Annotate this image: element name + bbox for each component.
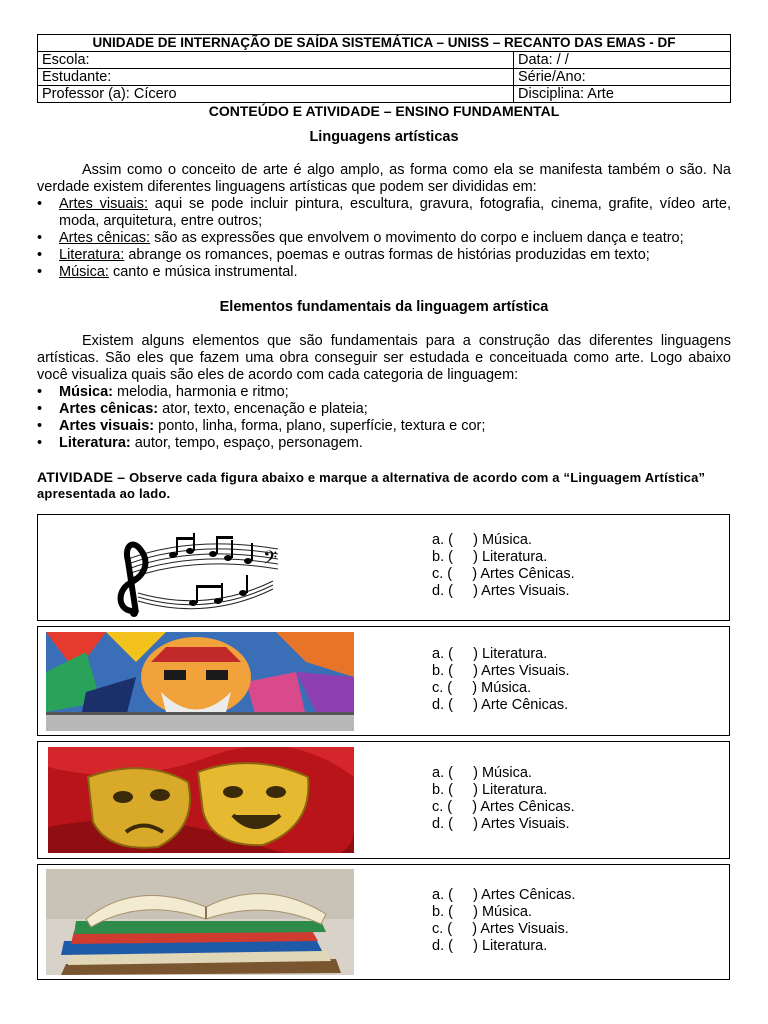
answer-options	[432, 765, 575, 833]
option-a[interactable]: a. ( ) Artes Cênicas.	[432, 887, 576, 903]
page-subtitle: CONTEÚDO E ATIVIDADE – ENSINO FUNDAMENTAL	[208, 103, 560, 119]
option-a[interactable]: a. ( ) Literatura.	[432, 646, 548, 662]
question-box	[37, 626, 730, 736]
list-item	[37, 196, 731, 230]
languages-list	[37, 196, 731, 281]
activity-instruction	[37, 469, 731, 502]
bullet-icon: •	[37, 230, 43, 246]
option-b[interactable]: b. ( ) Música.	[432, 904, 532, 920]
escola-field[interactable]: Escola:	[38, 52, 514, 69]
option-d[interactable]: d. ( ) Artes Visuais.	[432, 583, 570, 599]
list-item-text: abrange os romances, poemas e outras formas de histórias produzidas em texto;	[124, 247, 650, 263]
option-a[interactable]: a. ( ) Música.	[432, 765, 532, 781]
question-box	[37, 864, 730, 980]
option-b[interactable]: b. ( ) Literatura.	[432, 782, 548, 798]
list-item	[37, 418, 731, 435]
answer-options	[432, 887, 575, 955]
professor-field: Professor (a): Cícero	[38, 86, 514, 103]
list-item-text: ponto, linha, forma, plano, superfície, textura e cor;	[154, 418, 486, 434]
option-d[interactable]: d. ( ) Artes Visuais.	[432, 816, 570, 832]
option-a[interactable]: a. ( ) Música.	[432, 532, 532, 548]
graffiti-mural-image	[46, 632, 354, 731]
bullet-icon: •	[37, 401, 43, 417]
option-c[interactable]: c. ( ) Artes Cênicas.	[432, 566, 575, 582]
list-item-term: Artes visuais:	[59, 196, 148, 212]
bullet-icon: •	[37, 435, 43, 451]
activity-text: Observe cada figura abaixo e marque a alternativa de acordo com a “Linguagem Artística” apresentada ao lado.	[37, 470, 706, 501]
bullet-icon: •	[37, 247, 43, 263]
list-item-term: Música:	[59, 264, 109, 280]
list-item-term: Música:	[59, 384, 113, 400]
section2-heading: Elementos fundamentais da linguagem artística	[219, 299, 549, 315]
option-d[interactable]: d. ( ) Arte Cênicas.	[432, 697, 569, 713]
list-item-text: ator, texto, encenação e plateia;	[158, 401, 368, 417]
activity-lead: ATIVIDADE –	[37, 469, 126, 485]
question-box	[37, 741, 730, 859]
list-item-text: autor, tempo, espaço, personagem.	[130, 435, 363, 451]
section1-heading: Linguagens artísticas	[309, 129, 459, 145]
list-item-term: Artes cênicas:	[59, 230, 151, 246]
list-item-term: Artes cênicas:	[59, 401, 159, 417]
list-item	[37, 230, 731, 247]
estudante-field[interactable]: Estudante:	[38, 69, 514, 86]
list-item	[37, 384, 731, 401]
svg-text:𝄢: 𝄢	[263, 548, 278, 573]
question-box	[37, 514, 730, 621]
music-notes-image	[98, 521, 283, 617]
list-item	[37, 247, 731, 264]
section2-intro: Existem alguns elementos que são fundamentais para a construção das diferentes linguagens artísticas. São eles que fazem uma obra conseguir ser estudada e conceituada como arte. Logo abaixo você visualiza quais são eles de acordo com cada categoria de linguagem:	[37, 333, 731, 383]
list-item	[37, 435, 731, 452]
data-field[interactable]: Data: / /	[514, 52, 731, 69]
list-item-text: são as expressões que envolvem o movimento do corpo e incluem dança e teatro;	[150, 230, 684, 246]
school-title: UNIDADE DE INTERNAÇÃO DE SAÍDA SISTEMÁTICA – UNISS – RECANTO DAS EMAS - DF	[38, 35, 731, 52]
answer-options	[432, 646, 570, 714]
list-item-text: canto e música instrumental.	[108, 264, 298, 280]
list-item-term: Literatura:	[59, 247, 125, 263]
bullet-icon: •	[37, 384, 43, 400]
answer-options	[432, 532, 575, 600]
worksheet-page	[37, 34, 731, 502]
serie-field[interactable]: Série/Ano:	[514, 69, 731, 86]
section1-intro: Assim como o conceito de arte é algo amplo, as forma como ela se manifesta também o são. Na verdade existem diferentes linguagens artísticas que podem ser divididas em:	[37, 162, 731, 195]
list-item-term: Artes visuais:	[59, 418, 155, 434]
option-d[interactable]: d. ( ) Literatura.	[432, 938, 548, 954]
bullet-icon: •	[37, 264, 43, 280]
elements-list	[37, 384, 731, 452]
option-c[interactable]: c. ( ) Música.	[432, 680, 532, 696]
list-item	[37, 264, 731, 281]
disciplina-field: Disciplina: Arte	[514, 86, 731, 103]
bullet-icon: •	[37, 196, 43, 212]
theater-masks-image	[48, 747, 354, 853]
bullet-icon: •	[37, 418, 43, 434]
list-item-text: melodia, harmonia e ritmo;	[113, 384, 289, 400]
list-item-term: Literatura:	[59, 435, 131, 451]
header-table	[37, 34, 731, 103]
list-item	[37, 401, 731, 418]
books-image	[46, 869, 354, 975]
list-item-text: aqui se pode incluir pintura, escultura, gravura, fotografia, cinema, grafite, vídeo arte, moda, arquitetura, entre outros;	[59, 196, 731, 229]
option-b[interactable]: b. ( ) Artes Visuais.	[432, 663, 570, 679]
option-b[interactable]: b. ( ) Literatura.	[432, 549, 548, 565]
option-c[interactable]: c. ( ) Artes Visuais.	[432, 921, 569, 937]
option-c[interactable]: c. ( ) Artes Cênicas.	[432, 799, 575, 815]
